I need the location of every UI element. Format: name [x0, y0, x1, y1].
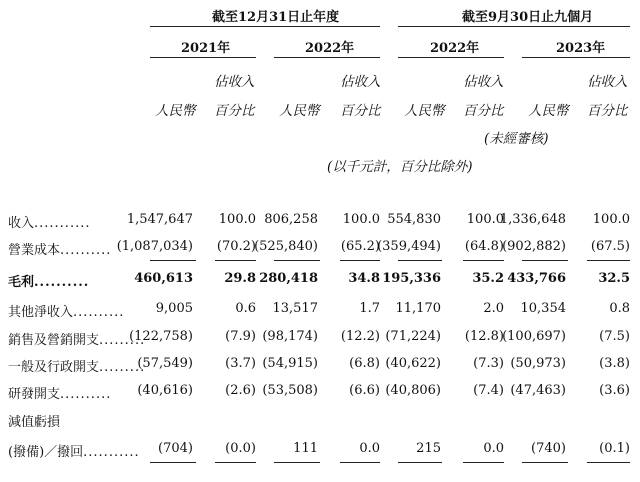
row-label-text: 減值虧損 — [8, 415, 61, 430]
rule-bottom — [150, 462, 196, 463]
cell-rmb: (525,840) — [254, 239, 318, 254]
table-row — [0, 411, 640, 431]
rule-under-cost — [522, 260, 568, 261]
cell-rmb: (359,494) — [377, 239, 441, 254]
rule-under-cost — [150, 260, 196, 261]
cell-rmb: 215 — [416, 441, 441, 456]
cell-rmb: 433,766 — [507, 271, 566, 286]
year-underline-2 — [274, 57, 380, 58]
row-label — [8, 441, 140, 460]
rule-bottom — [463, 462, 504, 463]
table-row — [0, 383, 640, 403]
year-underline-4 — [522, 57, 630, 58]
cell-rmb: (71,224) — [385, 329, 441, 344]
rule-bottom — [340, 462, 380, 463]
cell-pct: (67.5) — [590, 239, 630, 254]
col-pct-header-1b: 百分比 — [214, 103, 255, 119]
group-underline-1 — [150, 26, 380, 27]
cell-rmb: 1,336,648 — [499, 212, 566, 227]
row-label-text: 銷售及營銷開支 — [8, 333, 100, 348]
cell-rmb: (1,087,034) — [116, 239, 193, 254]
table-row — [0, 356, 640, 376]
cell-pct: 100.0 — [466, 212, 504, 227]
header-group-year-ended: 截至12月31日止年度 — [212, 10, 340, 25]
cell-pct: 34.8 — [348, 271, 380, 286]
year-underline-3 — [398, 57, 504, 58]
table-row — [0, 329, 640, 349]
rule-bottom — [215, 462, 256, 463]
col-pct-header-3a: 佔收入 — [463, 74, 504, 90]
row-label — [8, 356, 145, 375]
cell-pct: (6.8) — [349, 356, 380, 371]
col-rmb-header-1: 人民幣 — [155, 103, 196, 119]
cell-pct: 35.2 — [472, 271, 504, 286]
row-label-text: 收入 — [8, 216, 35, 231]
row-label-text: 一般及行政開支 — [8, 360, 100, 375]
row-label — [8, 212, 90, 231]
cell-pct: (3.8) — [599, 356, 630, 371]
cell-pct: (7.4) — [473, 383, 504, 398]
cell-pct: (3.7) — [225, 356, 256, 371]
row-leader-dots: ......... — [99, 333, 146, 348]
cell-rmb: 554,830 — [387, 212, 441, 227]
col-pct-header-4a: 佔收入 — [587, 74, 628, 90]
cell-pct: 100.0 — [342, 212, 380, 227]
table-row — [0, 239, 640, 259]
group-underline-2 — [398, 26, 630, 27]
cell-rmb: 1,547,647 — [126, 212, 193, 227]
row-label — [8, 411, 60, 430]
table-row — [0, 441, 640, 461]
rule-under-cost — [463, 260, 504, 261]
cell-rmb: (40,806) — [385, 383, 441, 398]
col-pct-header-2a: 佔收入 — [340, 74, 381, 90]
cell-rmb: 111 — [293, 441, 318, 456]
col-rmb-header-3: 人民幣 — [404, 103, 445, 119]
row-label-text: 研發開支 — [8, 387, 61, 402]
unaudited-note: (未經審核) — [484, 131, 549, 147]
cell-rmb: (100,697) — [502, 329, 566, 344]
cell-rmb: 460,613 — [134, 271, 193, 286]
cell-pct: (2.6) — [225, 383, 256, 398]
cell-pct: 32.5 — [598, 271, 630, 286]
row-label-text: (撥備)／撥回 — [8, 445, 84, 460]
cell-pct: 0.0 — [359, 441, 380, 456]
cell-pct: 29.8 — [224, 271, 256, 286]
col-pct-header-4b: 百分比 — [587, 103, 628, 119]
row-label — [8, 271, 89, 290]
cell-pct: (6.6) — [349, 383, 380, 398]
year-2022: 2022年 — [305, 41, 355, 56]
rule-under-cost — [274, 260, 320, 261]
row-label-text: 其他淨收入 — [8, 305, 74, 320]
row-label — [8, 383, 111, 402]
cell-rmb: (57,549) — [137, 356, 193, 371]
cell-pct: (7.9) — [225, 329, 256, 344]
cell-rmb: 9,005 — [155, 301, 193, 316]
row-leader-dots: ......... — [99, 360, 146, 375]
cell-pct: 2.0 — [483, 301, 504, 316]
row-label-text: 毛利 — [8, 275, 35, 290]
cell-rmb: (47,463) — [510, 383, 566, 398]
table-row — [0, 212, 640, 232]
col-pct-header-2b: 百分比 — [340, 103, 381, 119]
cell-pct: 1.7 — [359, 301, 380, 316]
cell-pct: (0.0) — [225, 441, 256, 456]
cell-pct: 0.8 — [609, 301, 630, 316]
col-rmb-header-2: 人民幣 — [279, 103, 320, 119]
cell-rmb: (98,174) — [262, 329, 318, 344]
row-leader-dots: ........... — [34, 216, 91, 231]
cell-rmb: (40,616) — [137, 383, 193, 398]
row-label — [8, 301, 124, 320]
row-label-text: 營業成本 — [8, 243, 61, 258]
row-leader-dots: .......... — [60, 387, 112, 402]
units-note: (以千元計，百分比除外) — [327, 159, 473, 175]
row-label — [8, 329, 145, 348]
cell-rmb: (50,973) — [510, 356, 566, 371]
rule-bottom — [398, 462, 442, 463]
cell-rmb: 280,418 — [259, 271, 318, 286]
cell-rmb: 10,354 — [520, 301, 566, 316]
rule-under-cost — [398, 260, 442, 261]
cell-rmb: (53,508) — [262, 383, 318, 398]
rule-bottom — [274, 462, 320, 463]
row-leader-dots: .......... — [73, 305, 125, 320]
row-leader-dots: .......... — [34, 275, 90, 290]
rule-bottom — [522, 462, 568, 463]
cell-rmb: (902,882) — [502, 239, 566, 254]
col-pct-header-3b: 百分比 — [463, 103, 504, 119]
cell-pct: (65.2) — [340, 239, 380, 254]
cell-pct: (7.5) — [599, 329, 630, 344]
rule-bottom — [587, 462, 630, 463]
header-group-nine-months: 截至9月30日止九個月 — [462, 10, 594, 25]
cell-rmb: 11,170 — [395, 301, 441, 316]
table-row — [0, 301, 640, 321]
cell-rmb: (54,915) — [262, 356, 318, 371]
cell-pct: 100.0 — [592, 212, 630, 227]
cell-rmb: 195,336 — [382, 271, 441, 286]
cell-pct: (3.6) — [599, 383, 630, 398]
row-label — [8, 239, 111, 258]
cell-rmb: (122,758) — [129, 329, 193, 344]
cell-rmb: (740) — [531, 441, 566, 456]
row-leader-dots: .......... — [60, 243, 112, 258]
row-leader-dots: ........... — [83, 445, 140, 460]
year-2021: 2021年 — [181, 41, 231, 56]
cell-pct: (0.1) — [599, 441, 630, 456]
year-underline-1 — [150, 57, 256, 58]
cell-rmb: 806,258 — [264, 212, 318, 227]
cell-pct: (64.8) — [464, 239, 504, 254]
col-pct-header-1a: 佔收入 — [214, 74, 255, 90]
cell-pct: (7.3) — [473, 356, 504, 371]
year-2022-nine-months: 2022年 — [430, 41, 480, 56]
cell-pct: (12.8) — [464, 329, 504, 344]
rule-under-cost — [215, 260, 256, 261]
cell-pct: (12.2) — [340, 329, 380, 344]
cell-pct: (70.2) — [216, 239, 256, 254]
col-rmb-header-4: 人民幣 — [528, 103, 569, 119]
cell-rmb: (40,622) — [385, 356, 441, 371]
cell-pct: 0.6 — [235, 301, 256, 316]
cell-pct: 0.0 — [483, 441, 504, 456]
table-row — [0, 271, 640, 291]
cell-rmb: 13,517 — [272, 301, 318, 316]
year-2023: 2023年 — [556, 41, 606, 56]
cell-rmb: (704) — [158, 441, 193, 456]
rule-under-cost — [340, 260, 380, 261]
cell-pct: 100.0 — [218, 212, 256, 227]
rule-under-cost — [587, 260, 630, 261]
